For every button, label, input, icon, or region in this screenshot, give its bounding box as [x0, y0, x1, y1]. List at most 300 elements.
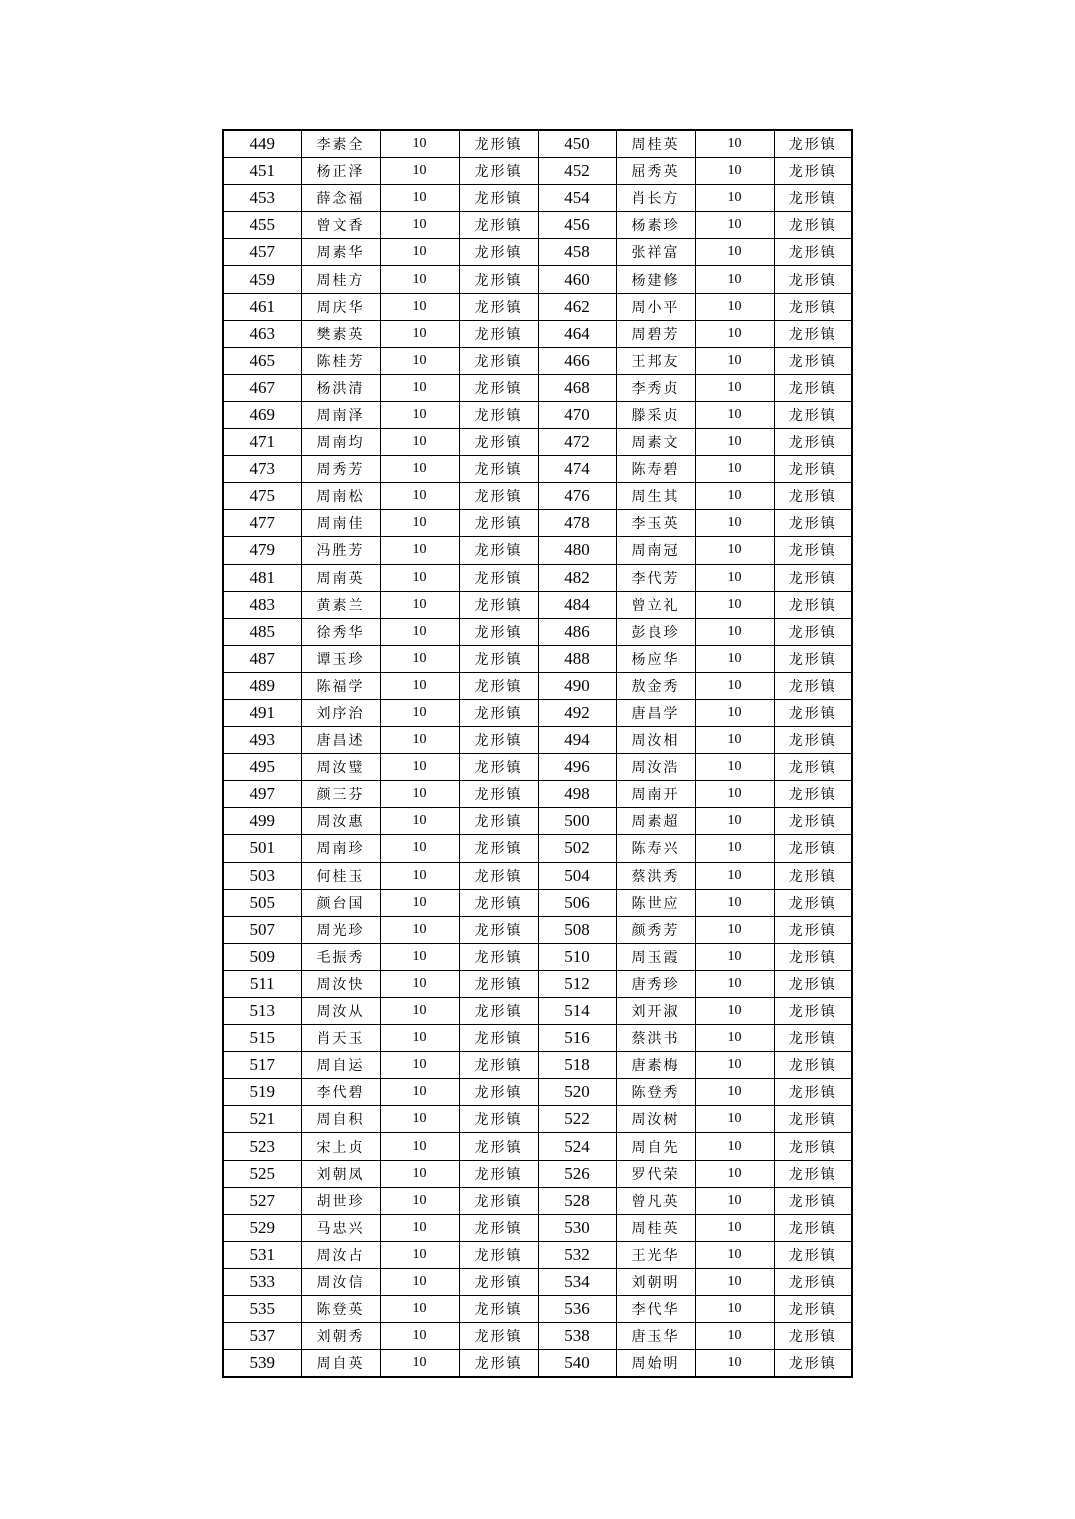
amount-cell: 10 [695, 212, 774, 239]
town-name-cell: 龙形镇 [459, 1187, 538, 1214]
person-name-cell: 曾凡英 [616, 1187, 695, 1214]
table-row [223, 510, 852, 537]
entry-number-cell: 520 [538, 1079, 616, 1106]
person-name-cell: 何桂玉 [301, 862, 380, 889]
town-name-cell: 龙形镇 [459, 1025, 538, 1052]
amount-cell: 10 [695, 727, 774, 754]
entry-number-cell: 465 [223, 347, 301, 374]
person-name-cell: 陈登秀 [616, 1079, 695, 1106]
town-name-cell: 龙形镇 [459, 1133, 538, 1160]
town-name-cell: 龙形镇 [774, 1079, 852, 1106]
entry-number-cell: 475 [223, 483, 301, 510]
person-name-cell: 周小平 [616, 293, 695, 320]
entry-number-cell: 469 [223, 401, 301, 428]
amount-cell: 10 [380, 1241, 459, 1268]
entry-number-cell: 526 [538, 1160, 616, 1187]
amount-cell: 10 [695, 456, 774, 483]
entry-number-cell: 537 [223, 1323, 301, 1350]
person-name-cell: 周庆华 [301, 293, 380, 320]
person-name-cell: 薛念福 [301, 185, 380, 212]
person-name-cell: 杨建修 [616, 266, 695, 293]
entry-number-cell: 492 [538, 699, 616, 726]
table-row [223, 727, 852, 754]
town-name-cell: 龙形镇 [459, 998, 538, 1025]
entry-number-cell: 489 [223, 672, 301, 699]
entry-number-cell: 535 [223, 1296, 301, 1323]
person-name-cell: 王邦友 [616, 347, 695, 374]
person-name-cell: 颜秀芳 [616, 916, 695, 943]
entry-number-cell: 481 [223, 564, 301, 591]
table-row [223, 754, 852, 781]
person-name-cell: 肖天玉 [301, 1025, 380, 1052]
entry-number-cell: 501 [223, 835, 301, 862]
table-row [223, 943, 852, 970]
town-name-cell: 龙形镇 [774, 130, 852, 158]
entry-number-cell: 507 [223, 916, 301, 943]
table-row [223, 699, 852, 726]
entry-number-cell: 497 [223, 781, 301, 808]
entry-number-cell: 474 [538, 456, 616, 483]
amount-cell: 10 [380, 564, 459, 591]
person-name-cell: 唐秀珍 [616, 970, 695, 997]
town-name-cell: 龙形镇 [459, 1241, 538, 1268]
person-name-cell: 陈福学 [301, 672, 380, 699]
town-name-cell: 龙形镇 [774, 1133, 852, 1160]
amount-cell: 10 [695, 537, 774, 564]
town-name-cell: 龙形镇 [459, 401, 538, 428]
town-name-cell: 龙形镇 [774, 564, 852, 591]
person-name-cell: 唐昌学 [616, 699, 695, 726]
table-row [223, 185, 852, 212]
town-name-cell: 龙形镇 [774, 374, 852, 401]
table-row [223, 374, 852, 401]
amount-cell: 10 [695, 618, 774, 645]
entry-number-cell: 502 [538, 835, 616, 862]
amount-cell: 10 [695, 1079, 774, 1106]
amount-cell: 10 [380, 1214, 459, 1241]
amount-cell: 10 [380, 293, 459, 320]
town-name-cell: 龙形镇 [774, 1296, 852, 1323]
town-name-cell: 龙形镇 [774, 1160, 852, 1187]
person-name-cell: 唐素梅 [616, 1052, 695, 1079]
table-row [223, 212, 852, 239]
table-row [223, 347, 852, 374]
person-name-cell: 周始明 [616, 1350, 695, 1378]
person-name-cell: 周素超 [616, 808, 695, 835]
entry-number-cell: 499 [223, 808, 301, 835]
entry-number-cell: 538 [538, 1323, 616, 1350]
entry-number-cell: 478 [538, 510, 616, 537]
town-name-cell: 龙形镇 [774, 1268, 852, 1295]
amount-cell: 10 [380, 618, 459, 645]
table-row [223, 537, 852, 564]
person-name-cell: 周桂英 [616, 130, 695, 158]
person-name-cell: 颜台国 [301, 889, 380, 916]
amount-cell: 10 [380, 998, 459, 1025]
entry-number-cell: 480 [538, 537, 616, 564]
entry-number-cell: 530 [538, 1214, 616, 1241]
town-name-cell: 龙形镇 [459, 808, 538, 835]
table-row [223, 401, 852, 428]
entry-number-cell: 471 [223, 429, 301, 456]
amount-cell: 10 [380, 1187, 459, 1214]
town-name-cell: 龙形镇 [459, 564, 538, 591]
amount-cell: 10 [380, 185, 459, 212]
amount-cell: 10 [695, 1133, 774, 1160]
amount-cell: 10 [380, 1133, 459, 1160]
person-name-cell: 杨素珍 [616, 212, 695, 239]
entry-number-cell: 510 [538, 943, 616, 970]
person-name-cell: 周自先 [616, 1133, 695, 1160]
town-name-cell: 龙形镇 [774, 429, 852, 456]
amount-cell: 10 [380, 1323, 459, 1350]
town-name-cell: 龙形镇 [774, 618, 852, 645]
town-name-cell: 龙形镇 [459, 1350, 538, 1378]
amount-cell: 10 [695, 645, 774, 672]
town-name-cell: 龙形镇 [774, 1214, 852, 1241]
amount-cell: 10 [380, 1052, 459, 1079]
town-name-cell: 龙形镇 [459, 1079, 538, 1106]
amount-cell: 10 [380, 537, 459, 564]
person-name-cell: 陈桂芳 [301, 347, 380, 374]
amount-cell: 10 [380, 483, 459, 510]
amount-cell: 10 [380, 510, 459, 537]
town-name-cell: 龙形镇 [459, 266, 538, 293]
entry-number-cell: 527 [223, 1187, 301, 1214]
entry-number-cell: 485 [223, 618, 301, 645]
person-name-cell: 周南泽 [301, 401, 380, 428]
town-name-cell: 龙形镇 [459, 1214, 538, 1241]
person-name-cell: 李秀贞 [616, 374, 695, 401]
town-name-cell: 龙形镇 [459, 727, 538, 754]
entry-number-cell: 528 [538, 1187, 616, 1214]
amount-cell: 10 [380, 1296, 459, 1323]
entry-number-cell: 479 [223, 537, 301, 564]
person-name-cell: 王光华 [616, 1241, 695, 1268]
town-name-cell: 龙形镇 [459, 1052, 538, 1079]
town-name-cell: 龙形镇 [459, 862, 538, 889]
town-name-cell: 龙形镇 [459, 239, 538, 266]
table-row [223, 862, 852, 889]
amount-cell: 10 [380, 591, 459, 618]
person-name-cell: 樊素英 [301, 320, 380, 347]
amount-cell: 10 [695, 835, 774, 862]
town-name-cell: 龙形镇 [774, 1106, 852, 1133]
person-name-cell: 周碧芳 [616, 320, 695, 347]
amount-cell: 10 [380, 754, 459, 781]
amount-cell: 10 [695, 1052, 774, 1079]
amount-cell: 10 [695, 781, 774, 808]
amount-cell: 10 [380, 347, 459, 374]
town-name-cell: 龙形镇 [459, 212, 538, 239]
entry-number-cell: 504 [538, 862, 616, 889]
table-row [223, 970, 852, 997]
table-row [223, 889, 852, 916]
town-name-cell: 龙形镇 [774, 293, 852, 320]
amount-cell: 10 [695, 1160, 774, 1187]
amount-cell: 10 [695, 591, 774, 618]
person-name-cell: 黄素兰 [301, 591, 380, 618]
person-name-cell: 屈秀英 [616, 158, 695, 185]
amount-cell: 10 [380, 266, 459, 293]
table-row [223, 1052, 852, 1079]
amount-cell: 10 [380, 916, 459, 943]
person-name-cell: 胡世珍 [301, 1187, 380, 1214]
person-name-cell: 唐昌述 [301, 727, 380, 754]
town-name-cell: 龙形镇 [459, 970, 538, 997]
roster-table [222, 129, 853, 1378]
table-row [223, 483, 852, 510]
amount-cell: 10 [380, 835, 459, 862]
amount-cell: 10 [380, 429, 459, 456]
entry-number-cell: 506 [538, 889, 616, 916]
entry-number-cell: 477 [223, 510, 301, 537]
person-name-cell: 周桂英 [616, 1214, 695, 1241]
amount-cell: 10 [695, 266, 774, 293]
person-name-cell: 周汝信 [301, 1268, 380, 1295]
table-row [223, 1133, 852, 1160]
table-row [223, 564, 852, 591]
amount-cell: 10 [380, 645, 459, 672]
amount-cell: 10 [695, 483, 774, 510]
person-name-cell: 周南均 [301, 429, 380, 456]
entry-number-cell: 505 [223, 889, 301, 916]
amount-cell: 10 [380, 374, 459, 401]
amount-cell: 10 [380, 1268, 459, 1295]
entry-number-cell: 503 [223, 862, 301, 889]
amount-cell: 10 [695, 564, 774, 591]
person-name-cell: 周素文 [616, 429, 695, 456]
town-name-cell: 龙形镇 [774, 591, 852, 618]
person-name-cell: 周南佳 [301, 510, 380, 537]
town-name-cell: 龙形镇 [459, 347, 538, 374]
entry-number-cell: 493 [223, 727, 301, 754]
entry-number-cell: 532 [538, 1241, 616, 1268]
amount-cell: 10 [695, 808, 774, 835]
person-name-cell: 李素全 [301, 130, 380, 158]
entry-number-cell: 463 [223, 320, 301, 347]
entry-number-cell: 511 [223, 970, 301, 997]
amount-cell: 10 [380, 943, 459, 970]
town-name-cell: 龙形镇 [774, 699, 852, 726]
amount-cell: 10 [380, 401, 459, 428]
person-name-cell: 肖长方 [616, 185, 695, 212]
table-row [223, 429, 852, 456]
person-name-cell: 张祥富 [616, 239, 695, 266]
amount-cell: 10 [695, 130, 774, 158]
town-name-cell: 龙形镇 [774, 401, 852, 428]
town-name-cell: 龙形镇 [774, 943, 852, 970]
town-name-cell: 龙形镇 [459, 835, 538, 862]
person-name-cell: 滕采贞 [616, 401, 695, 428]
person-name-cell: 曾文香 [301, 212, 380, 239]
town-name-cell: 龙形镇 [459, 591, 538, 618]
entry-number-cell: 522 [538, 1106, 616, 1133]
town-name-cell: 龙形镇 [774, 835, 852, 862]
table-row [223, 1268, 852, 1295]
person-name-cell: 陈寿兴 [616, 835, 695, 862]
town-name-cell: 龙形镇 [774, 645, 852, 672]
table-row [223, 158, 852, 185]
amount-cell: 10 [695, 672, 774, 699]
table-row [223, 808, 852, 835]
person-name-cell: 徐秀华 [301, 618, 380, 645]
entry-number-cell: 517 [223, 1052, 301, 1079]
person-name-cell: 罗代荣 [616, 1160, 695, 1187]
town-name-cell: 龙形镇 [459, 456, 538, 483]
amount-cell: 10 [695, 1106, 774, 1133]
table-row [223, 1160, 852, 1187]
town-name-cell: 龙形镇 [774, 537, 852, 564]
table-row [223, 618, 852, 645]
amount-cell: 10 [380, 320, 459, 347]
table-row [223, 998, 852, 1025]
person-name-cell: 李代碧 [301, 1079, 380, 1106]
person-name-cell: 刘朝秀 [301, 1323, 380, 1350]
entry-number-cell: 457 [223, 239, 301, 266]
amount-cell: 10 [695, 1187, 774, 1214]
entry-number-cell: 491 [223, 699, 301, 726]
table-row [223, 1296, 852, 1323]
entry-number-cell: 513 [223, 998, 301, 1025]
town-name-cell: 龙形镇 [774, 889, 852, 916]
person-name-cell: 谭玉珍 [301, 645, 380, 672]
entry-number-cell: 494 [538, 727, 616, 754]
table-row [223, 293, 852, 320]
person-name-cell: 李代华 [616, 1296, 695, 1323]
amount-cell: 10 [380, 212, 459, 239]
person-name-cell: 陈登英 [301, 1296, 380, 1323]
table-row [223, 456, 852, 483]
entry-number-cell: 540 [538, 1350, 616, 1378]
amount-cell: 10 [380, 781, 459, 808]
person-name-cell: 周南英 [301, 564, 380, 591]
entry-number-cell: 524 [538, 1133, 616, 1160]
entry-number-cell: 466 [538, 347, 616, 374]
town-name-cell: 龙形镇 [774, 781, 852, 808]
person-name-cell: 周汝璧 [301, 754, 380, 781]
person-name-cell: 周汝树 [616, 1106, 695, 1133]
person-name-cell: 周汝占 [301, 1241, 380, 1268]
amount-cell: 10 [695, 1296, 774, 1323]
person-name-cell: 陈世应 [616, 889, 695, 916]
entry-number-cell: 500 [538, 808, 616, 835]
entry-number-cell: 473 [223, 456, 301, 483]
person-name-cell: 周南冠 [616, 537, 695, 564]
amount-cell: 10 [695, 1268, 774, 1295]
person-name-cell: 周汝快 [301, 970, 380, 997]
town-name-cell: 龙形镇 [774, 1323, 852, 1350]
person-name-cell: 周南开 [616, 781, 695, 808]
person-name-cell: 颜三芬 [301, 781, 380, 808]
table-row [223, 835, 852, 862]
person-name-cell: 周光珍 [301, 916, 380, 943]
entry-number-cell: 533 [223, 1268, 301, 1295]
town-name-cell: 龙形镇 [459, 754, 538, 781]
town-name-cell: 龙形镇 [774, 672, 852, 699]
amount-cell: 10 [380, 1350, 459, 1378]
entry-number-cell: 525 [223, 1160, 301, 1187]
amount-cell: 10 [695, 862, 774, 889]
amount-cell: 10 [695, 970, 774, 997]
entry-number-cell: 472 [538, 429, 616, 456]
person-name-cell: 刘朝明 [616, 1268, 695, 1295]
amount-cell: 10 [695, 943, 774, 970]
amount-cell: 10 [695, 401, 774, 428]
amount-cell: 10 [380, 1160, 459, 1187]
town-name-cell: 龙形镇 [774, 808, 852, 835]
person-name-cell: 周汝浩 [616, 754, 695, 781]
amount-cell: 10 [695, 429, 774, 456]
amount-cell: 10 [380, 239, 459, 266]
amount-cell: 10 [695, 699, 774, 726]
entry-number-cell: 451 [223, 158, 301, 185]
town-name-cell: 龙形镇 [459, 1296, 538, 1323]
town-name-cell: 龙形镇 [774, 862, 852, 889]
entry-number-cell: 498 [538, 781, 616, 808]
amount-cell: 10 [380, 970, 459, 997]
town-name-cell: 龙形镇 [459, 293, 538, 320]
roster-body [223, 130, 852, 1377]
amount-cell: 10 [695, 1214, 774, 1241]
town-name-cell: 龙形镇 [774, 320, 852, 347]
person-name-cell: 周桂方 [301, 266, 380, 293]
table-row [223, 916, 852, 943]
entry-number-cell: 518 [538, 1052, 616, 1079]
entry-number-cell: 483 [223, 591, 301, 618]
town-name-cell: 龙形镇 [459, 1106, 538, 1133]
table-row [223, 1025, 852, 1052]
town-name-cell: 龙形镇 [774, 1241, 852, 1268]
amount-cell: 10 [695, 374, 774, 401]
amount-cell: 10 [380, 1079, 459, 1106]
person-name-cell: 陈寿碧 [616, 456, 695, 483]
amount-cell: 10 [380, 456, 459, 483]
entry-number-cell: 495 [223, 754, 301, 781]
person-name-cell: 蔡洪书 [616, 1025, 695, 1052]
entry-number-cell: 488 [538, 645, 616, 672]
table-row [223, 645, 852, 672]
town-name-cell: 龙形镇 [774, 1350, 852, 1378]
town-name-cell: 龙形镇 [459, 699, 538, 726]
person-name-cell: 马忠兴 [301, 1214, 380, 1241]
town-name-cell: 龙形镇 [774, 347, 852, 374]
entry-number-cell: 455 [223, 212, 301, 239]
town-name-cell: 龙形镇 [774, 998, 852, 1025]
town-name-cell: 龙形镇 [774, 1187, 852, 1214]
entry-number-cell: 516 [538, 1025, 616, 1052]
table-row [223, 591, 852, 618]
town-name-cell: 龙形镇 [459, 510, 538, 537]
town-name-cell: 龙形镇 [459, 672, 538, 699]
entry-number-cell: 521 [223, 1106, 301, 1133]
town-name-cell: 龙形镇 [459, 1323, 538, 1350]
person-name-cell: 周自英 [301, 1350, 380, 1378]
table-row [223, 1323, 852, 1350]
table-row [223, 672, 852, 699]
entry-number-cell: 460 [538, 266, 616, 293]
table-row [223, 320, 852, 347]
entry-number-cell: 487 [223, 645, 301, 672]
town-name-cell: 龙形镇 [459, 618, 538, 645]
table-row [223, 1350, 852, 1378]
amount-cell: 10 [695, 916, 774, 943]
amount-cell: 10 [695, 1350, 774, 1378]
table-row [223, 239, 852, 266]
entry-number-cell: 529 [223, 1214, 301, 1241]
town-name-cell: 龙形镇 [774, 1025, 852, 1052]
person-name-cell: 周南珍 [301, 835, 380, 862]
